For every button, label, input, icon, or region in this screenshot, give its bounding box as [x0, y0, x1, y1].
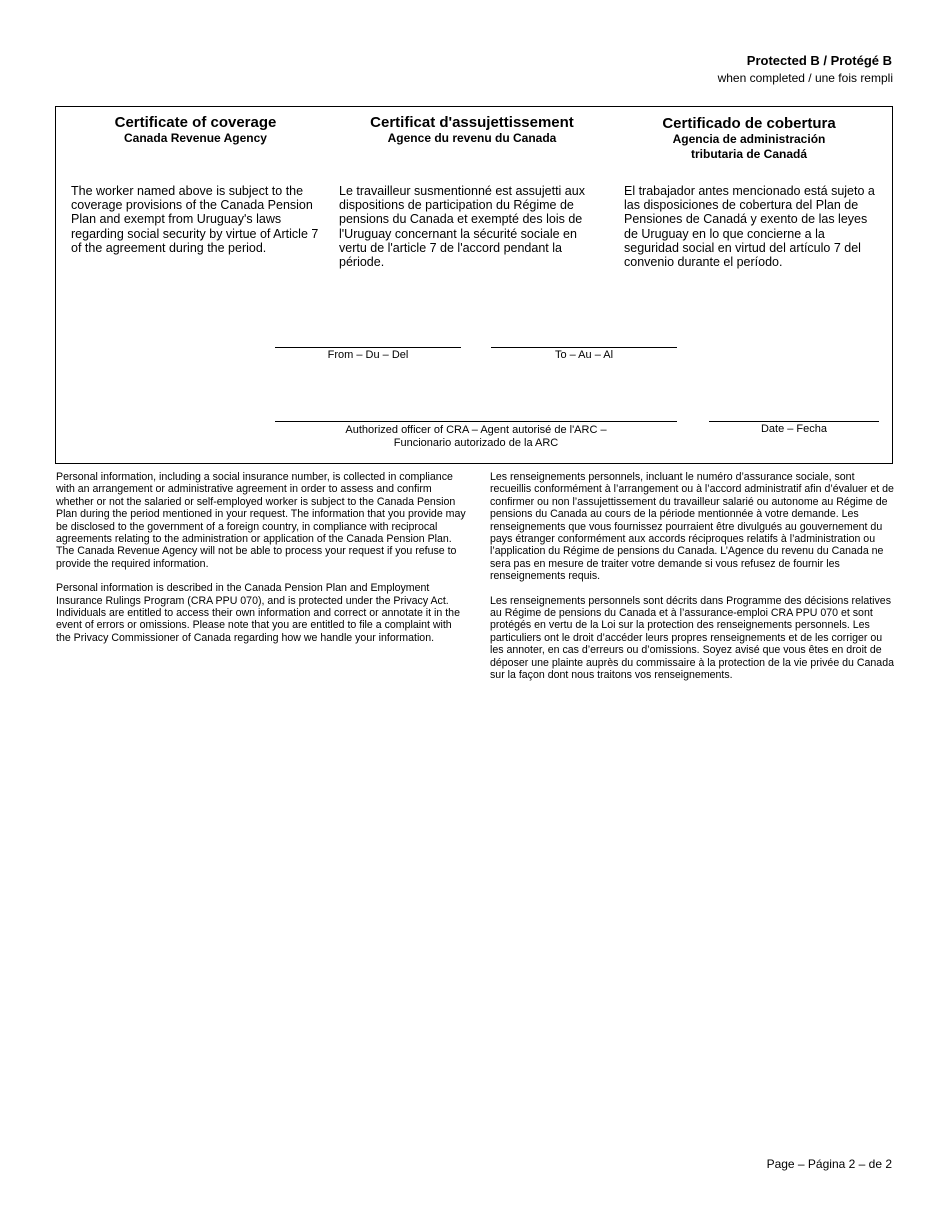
- authorized-officer-line: [275, 421, 677, 422]
- privacy-french-paragraph: Les renseignements personnels sont décrits dans Programme des décisions relatives au Régime de pensions du Canada et à l’assurance-emploi CRA PPU 070 et sont protégés en vertu de la Loi sur la protection des renseignements personnels. Les particuliers ont le droit d’accéder leurs propres renseignements et de les corriger ou les annoter, en cas d’erreurs ou d’omissions. Soyez avisé que vous êtes en droit de déposer une plainte auprès du commissaire à la protection de la vie privée du Canada sur la façon dont nous traitons vos renseignements.: [490, 594, 894, 682]
- to-date-label: To – Au – Al: [554, 349, 614, 361]
- english-column: [70, 114, 321, 146]
- french-body: Le travailleur susmentionné est assujetti aux dispositions de participation du Régime de pensions du Canada et exempté des lois de l'Uruguay concernant la sécurité sociale en vertu de l'article 7 de l'accord pendant la période.: [339, 184, 585, 270]
- from-date-line: [275, 347, 461, 348]
- spanish-column: [624, 115, 874, 162]
- date-line: [709, 421, 879, 422]
- spanish-agency-line1: Agencia de administración: [672, 132, 826, 146]
- from-date-field[interactable]: [275, 347, 461, 362]
- privacy-french-paragraph: Les renseignements personnels, incluant le numéro d’assurance sociale, sont recueillis conformément à l’arrangement ou à l’accord administratif afin d’évaluer et de confirmer ou non l’assujettissement du travailleur salarié ou autonome au Régime de pensions du Canada au cours de la période mentionnée à votre demande. Les renseignements que vous fournissez pourraient être divulgués au gouvernement du pays étranger conformément aux accords réciproques relatifs à l’administration ou l’application du Régime de pensions du Canada. L’Agence du revenu du Canada ne sera pas en mesure de traiter votre demande si vous refusez de fournir les renseignements requis.: [490, 471, 894, 583]
- date-label: Date – Fecha: [760, 423, 828, 435]
- privacy-english-paragraph: Personal information is described in the Canada Pension Plan and Employment Insurance Rulings Program (CRA PPU 070), and is protected under the Privacy Act. Individuals are entitled to access their own information and correct or annotate it in the event of errors or omissions. Please note that you are entitled to file a complaint with the Privacy Commissioner of Canada regarding how we handle your information.: [56, 582, 460, 644]
- certificate-box: [55, 106, 893, 464]
- english-body: The worker named above is subject to the coverage provisions of the Canada Pension Plan and exempt from Uruguay's laws regarding social security by virtue of Article 7 of the agreement during the period.: [71, 184, 319, 255]
- privacy-english-paragraph: Personal information, including a social insurance number, is collected in compliance with an arrangement or administrative agreement in order to assess and confirm whether or not the salaried or self-employed worker is subject to the Canada Pension Plan during the period mentioned in your request. The information that you provide may be disclosed to the government of a foreign country, in compliance with reciprocal agreements relating to the administration or application of the Canada Pension Plan. The Canada Revenue Agency will not be able to process your request if you refuse to provide the required information.: [56, 471, 466, 570]
- authorized-officer-field[interactable]: [275, 421, 677, 449]
- authorized-officer-label-line1: Authorized officer of CRA – Agent autorisé de l'ARC –: [345, 424, 607, 436]
- privacy-notice-english: [56, 471, 466, 656]
- english-agency: Canada Revenue Agency: [124, 131, 267, 145]
- protected-classification: Protected B / Protégé B: [746, 53, 892, 68]
- authorized-officer-label-line2: Funcionario autorizado de la ARC: [393, 436, 559, 449]
- to-date-field[interactable]: [491, 347, 677, 362]
- french-agency: Agence du revenu du Canada: [387, 131, 557, 145]
- page-number: Page – Página 2 – de 2: [766, 1157, 892, 1171]
- privacy-notice-french: [490, 471, 894, 694]
- french-column: [336, 114, 608, 146]
- from-date-label: From – Du – Del: [327, 349, 409, 361]
- french-title: Certificat d'assujettissement: [370, 114, 574, 131]
- spanish-agency-line2: tributaria de Canadá: [690, 147, 808, 161]
- protected-note: when completed / une fois rempli: [717, 71, 893, 85]
- english-title: Certificate of coverage: [114, 114, 277, 131]
- date-field[interactable]: [709, 421, 879, 436]
- spanish-title: Certificado de cobertura: [662, 115, 836, 132]
- to-date-line: [491, 347, 677, 348]
- spanish-body: El trabajador antes mencionado está sujeto a las disposiciones de cobertura del Plan de Pensiones de Canadá y exento de las leyes de Uruguay en lo que concierne a la seguridad social en virtud del artículo 7 del convenio durante el período.: [624, 184, 875, 270]
